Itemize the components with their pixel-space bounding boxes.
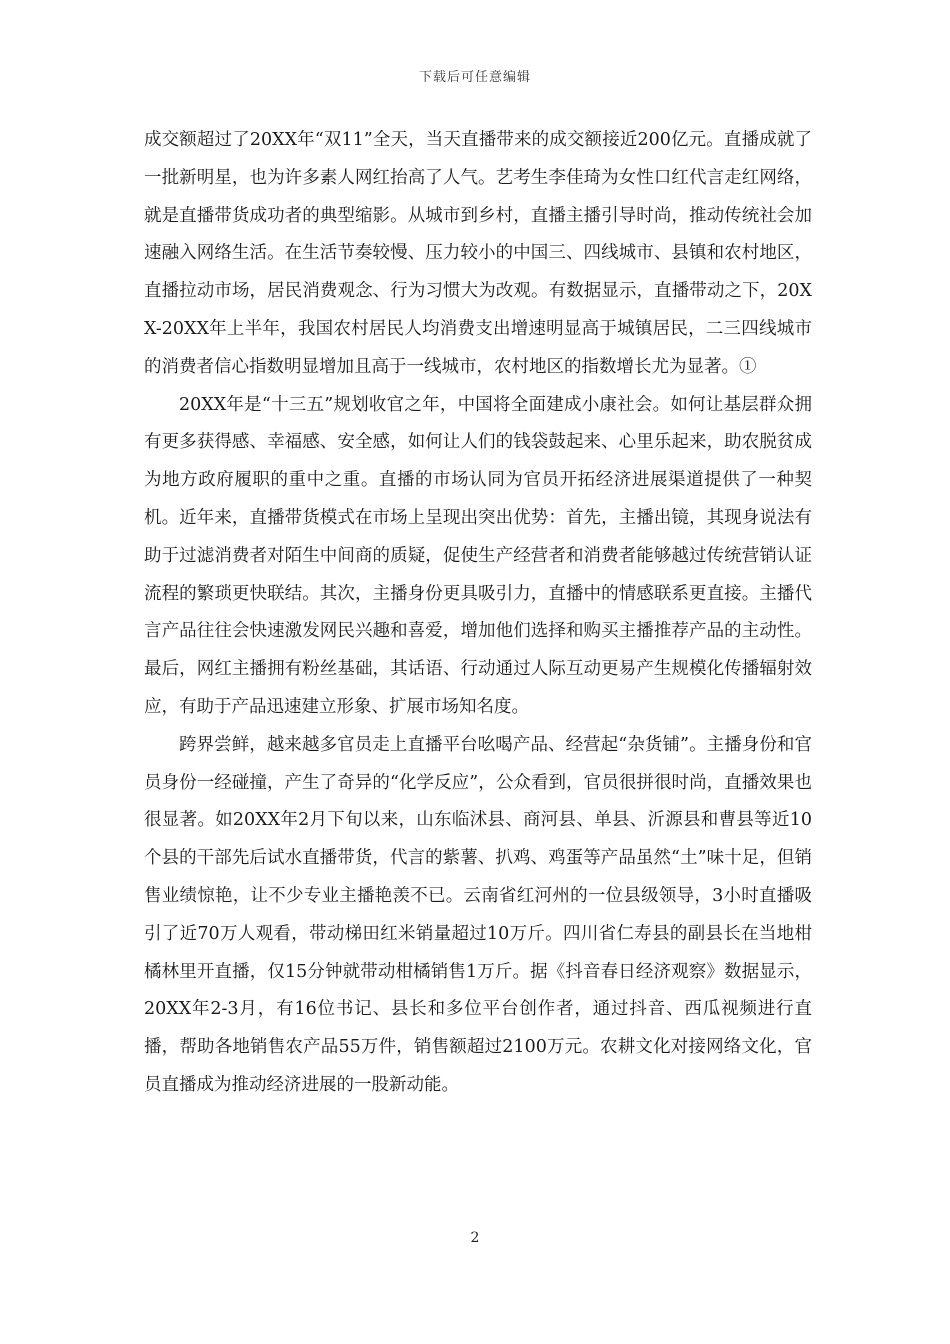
paragraph-3: 跨界尝鲜，越来越多官员走上直播平台吆喝产品、经营起“杂货铺”。主播身份和官员身份一经碰撞，产生了奇异的“化学反应”，公众看到，官员很拼很时尚，直播效果也很显著。如20XX年2月下旬以来，山东临沭县、商河县、单县、沂源县和曹县等近10个县的干部先后试水直播带货，代言的紫薯、扒鸡、鸡蛋等产品虽然“土”味十足，但销售业绩惊艳，让不少专业主播艳羡不已。云南省红河州的一位县级领导，3小时直播吸引了近70万人观看，带动梯田红米销量超过10万斤。四川省仁寿县的副县长在当地柑橘林里开直播，仅15分钟就带动柑橘销售1万斤。据《抖音春日经济观察》数据显示，20XX年2-3月，有16位书记、县长和多位平台创作者，通过抖音、西瓜视频进行直播，帮助各地销售农产品55万件，销售额超过2100万元。农耕文化对接网络文化，官员直播成为推动经济进展的一股新动能。 (144, 734, 812, 1095)
paragraph-1: 成交额超过了20XX年“双11”全天，当天直播带来的成交额接近200亿元。直播成就了一批新明星，也为许多素人网红抬高了人气。艺考生李佳琦为女性口红代言走红网络，就是直播带货成功者的典型缩影。从城市到乡村，直播主播引导时尚，推动传统社会加速融入网络生活。在生活节奏较慢、压力较小的中国三、四线城市、县镇和农村地区，直播拉动市场，居民消费观念、行为习惯大为改观。有数据显示，直播带动之下，20XX-20XX年上半年，我国农村居民人均消费支出增速明显高于城镇居民，二三四线城市的消费者信心指数明显增加且高于一线城市，农村地区的指数增长尤为显著。① (144, 130, 812, 377)
page-number: 2 (470, 1230, 480, 1246)
document-body (144, 122, 812, 1105)
page-header: 下载后可任意编辑 (418, 70, 531, 85)
paragraph-2: 20XX年是“十三五”规划收官之年，中国将全面建成小康社会。如何让基层群众拥有更多获得感、幸福感、安全感，如何让人们的钱袋鼓起来、心里乐起来，助农脱贫成为地方政府履职的重中之重。直播的市场认同为官员开拓经济进展渠道提供了一种契机。近年来，直播带货模式在市场上呈现出突出优势：首先，主播出镜，其现身说法有助于过滤消费者对陌生中间商的质疑，促使生产经营者和消费者能够越过传统营销认证流程的繁琐更快联结。其次，主播身份更具吸引力，直播中的情感联系更直接。主播代言产品往往会快速激发网民兴趣和喜爱，增加他们选择和购买主播推荐产品的主动性。最后，网红主播拥有粉丝基础，其话语、行动通过人际互动更易产生规模化传播辐射效应，有助于产品迅速建立形象、扩展市场知名度。 (144, 394, 812, 717)
